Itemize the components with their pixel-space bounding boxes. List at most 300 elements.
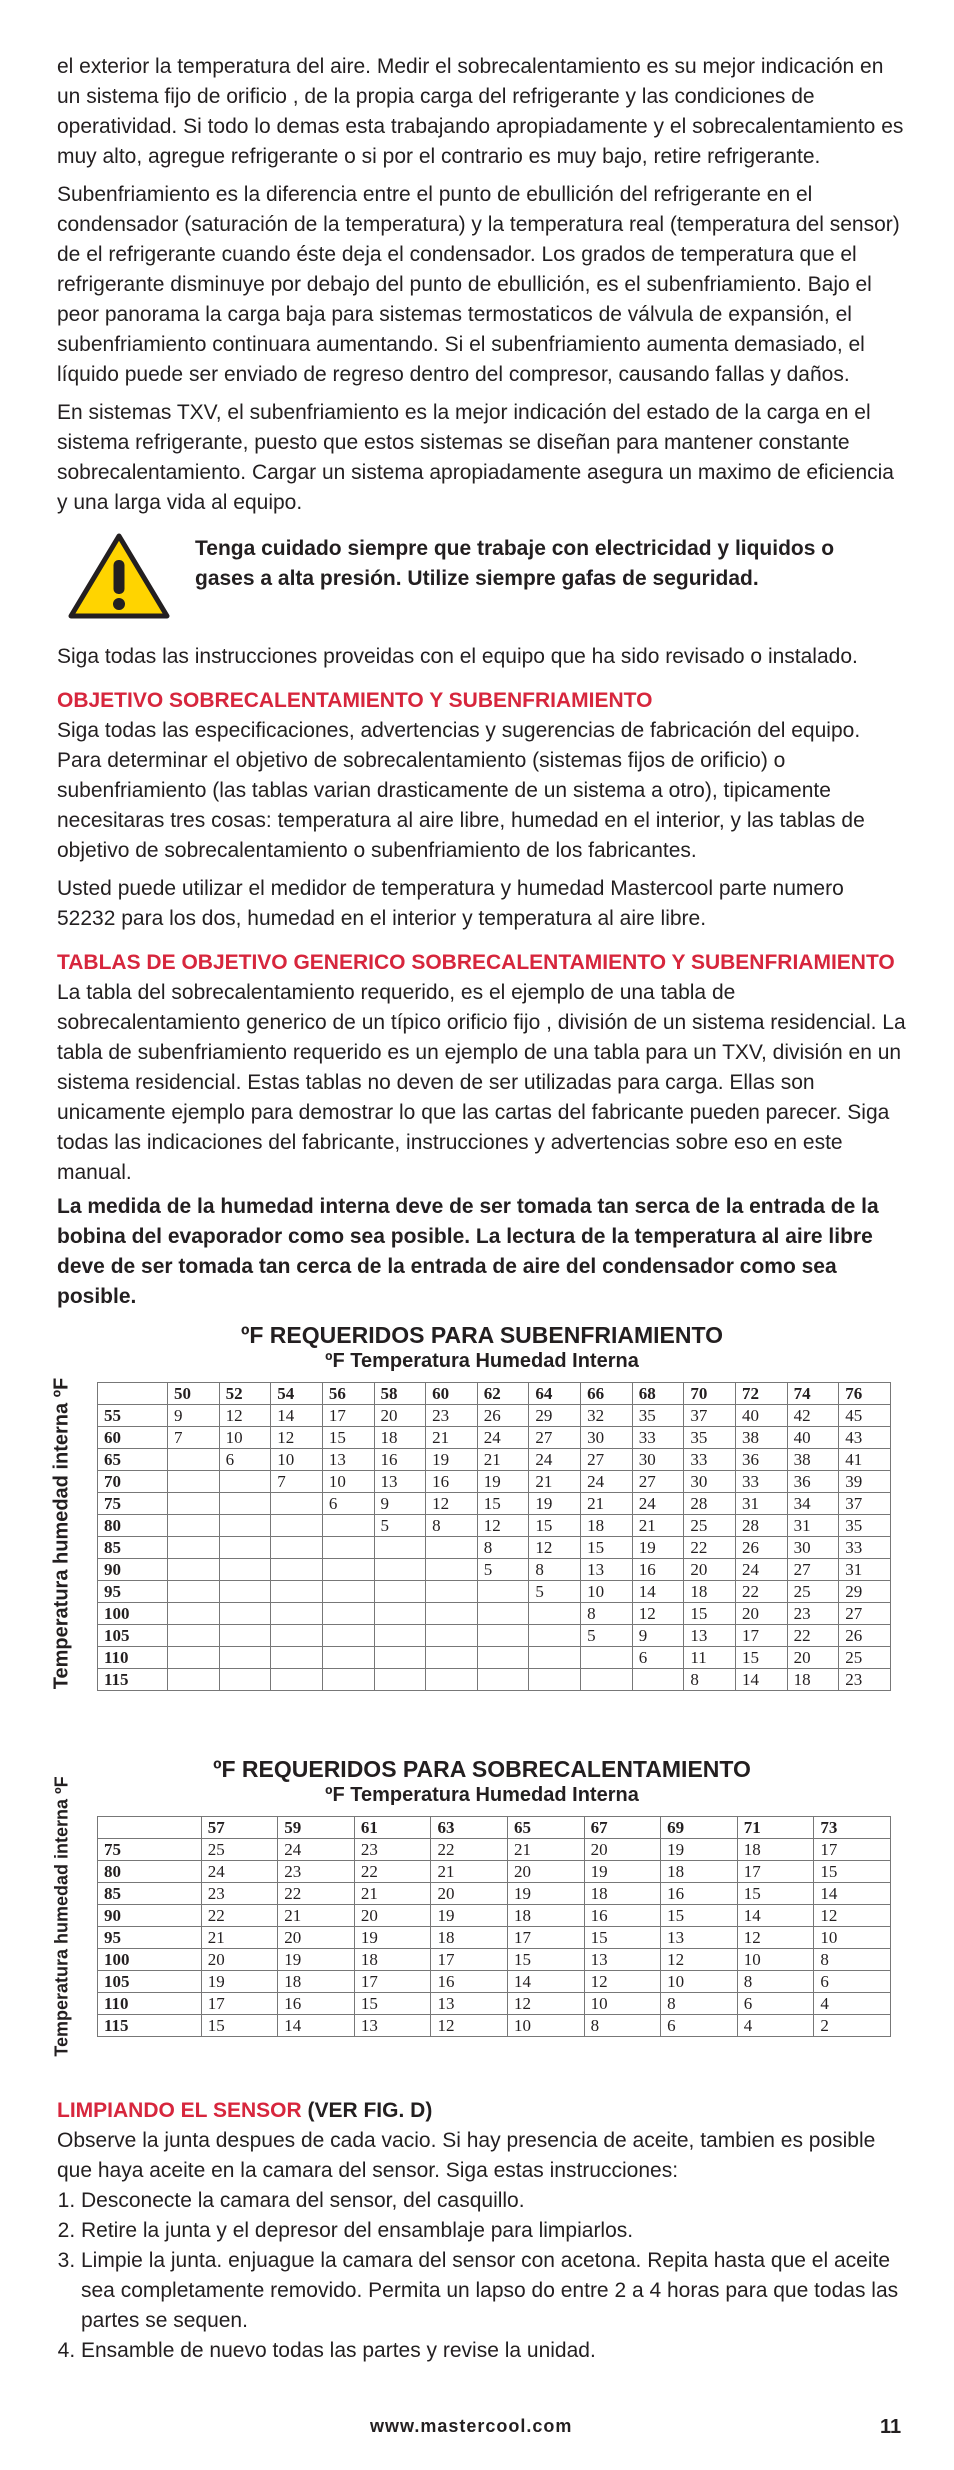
table-cell: [426, 1559, 478, 1581]
table-row: [98, 1647, 891, 1669]
table-cell: 15: [581, 1537, 633, 1559]
table-cell: 9: [167, 1405, 219, 1427]
table-cell: 7: [271, 1471, 323, 1493]
table-cell: 17: [508, 1927, 585, 1949]
table-cell: [529, 1625, 581, 1647]
table-row: [98, 1603, 891, 1625]
table-cell: 12: [737, 1927, 814, 1949]
table-cell: 31: [839, 1559, 891, 1581]
warning-triangle-icon: [67, 532, 171, 620]
table-cell: 10: [737, 1949, 814, 1971]
table-row: [98, 1625, 891, 1647]
table-cell: 35: [839, 1515, 891, 1537]
table-cell: 31: [787, 1515, 839, 1537]
column-header: 69: [661, 1817, 738, 1839]
table-cell: 21: [201, 1927, 278, 1949]
column-header: 76: [839, 1383, 891, 1405]
column-header: 60: [426, 1383, 478, 1405]
table-row: [98, 1949, 891, 1971]
table-cell: 21: [477, 1449, 529, 1471]
table-cell: [529, 1647, 581, 1669]
table-cell: 13: [322, 1449, 374, 1471]
table-cell: 27: [529, 1427, 581, 1449]
table-cell: 12: [632, 1603, 684, 1625]
table-cell: 4: [737, 2015, 814, 2037]
table-cell: 42: [787, 1405, 839, 1427]
superheat-table-subtitle: ºF Temperatura Humedad Interna: [325, 1784, 639, 1806]
table-cell: 27: [787, 1559, 839, 1581]
table-cell: 8: [684, 1669, 736, 1691]
page-content: [50, 52, 907, 2366]
table-cell: 39: [839, 1471, 891, 1493]
table-cell: 15: [508, 1949, 585, 1971]
table-cell: 10: [581, 1581, 633, 1603]
table-cell: 27: [632, 1471, 684, 1493]
table-cell: 21: [426, 1427, 478, 1449]
table-cell: 20: [735, 1603, 787, 1625]
table-cell: 8: [581, 1603, 633, 1625]
table-cell: 19: [508, 1883, 585, 1905]
table-cell: 30: [632, 1449, 684, 1471]
table-cell: 19: [477, 1471, 529, 1493]
row-header: 100: [98, 1603, 168, 1625]
paragraph-objective: Siga todas las especificaciones, advertencias y sugerencias de fabricación del equipo. Para determinar el objetivo de sobrecalentamiento (sistemas fijos de orificio) o subenfriamiento (las tablas varian drasticamente de un sistema a otro), tipicamente necesitaras tres cosas: temperatura al aire libre, humedad en el interior, y las tablas de objetivo de sobrecalentamiento o subenfriamiento de los fabricantes.: [57, 719, 865, 862]
table-cell: 12: [219, 1405, 271, 1427]
table-cell: [167, 1515, 219, 1537]
table-cell: [322, 1581, 374, 1603]
table-cell: [426, 1537, 478, 1559]
table-cell: 17: [737, 1861, 814, 1883]
table-cell: [167, 1669, 219, 1691]
table-cell: [219, 1537, 271, 1559]
row-header: 65: [98, 1449, 168, 1471]
table-row: [98, 1669, 891, 1691]
table-cell: [426, 1581, 478, 1603]
table-cell: 26: [477, 1405, 529, 1427]
table-cell: 35: [632, 1405, 684, 1427]
table-cell: 40: [735, 1405, 787, 1427]
section-heading-cleaning: [57, 2096, 907, 2126]
list-item: 1. Desconecte la camara del sensor, del casquillo.: [81, 2186, 907, 2216]
table-cell: [426, 1603, 478, 1625]
table-cell: 16: [374, 1449, 426, 1471]
table-cell: 13: [354, 2015, 431, 2037]
table-cell: 16: [426, 1471, 478, 1493]
row-header: 80: [98, 1515, 168, 1537]
table-cell: 16: [632, 1559, 684, 1581]
table-cell: 22: [735, 1581, 787, 1603]
table-cell: 18: [584, 1883, 661, 1905]
table-cell: [477, 1625, 529, 1647]
table-cell: [219, 1515, 271, 1537]
table-cell: 21: [431, 1861, 508, 1883]
table-cell: 9: [374, 1493, 426, 1515]
table-cell: 8: [814, 1949, 891, 1971]
paragraph-txv: En sistemas TXV, el subenfriamiento es la mejor indicación del estado de la carga en el sistema refrigerante, puesto que estos sistemas se diseñan para mantener constante sobrecalentamiento. Cargar un sistema apropiadamente asegura un maximo de eficiencia y una larga vida al equipo.: [57, 401, 894, 514]
paragraph-superheat-intro: el exterior la temperatura del aire. Medir el sobrecalentamiento es su mejor indicación en un sistema fijo de orificio , de la propia carga del refrigerante y las condiciones de operatividad. Si todo lo demas esta trabajando apropiadamente y el sobrecalentamiento es muy alto, agregue refrigerante o si por el contrario es muy bajo, retire refrigerante.: [57, 55, 904, 168]
table-cell: 13: [374, 1471, 426, 1493]
column-header: 57: [201, 1817, 278, 1839]
table-cell: 21: [581, 1493, 633, 1515]
column-header: 73: [814, 1817, 891, 1839]
table-cell: 18: [737, 1839, 814, 1861]
table-cell: 33: [632, 1427, 684, 1449]
table-cell: [219, 1559, 271, 1581]
table-cell: 13: [431, 1993, 508, 2015]
table-cell: [219, 1603, 271, 1625]
section-heading-objective: OBJETIVO SOBRECALENTAMIENTO Y SUBENFRIAMIENTO: [57, 689, 653, 712]
table-cell: 14: [814, 1883, 891, 1905]
table-row: [98, 1927, 891, 1949]
column-header: 50: [167, 1383, 219, 1405]
paragraph-tables: La tabla del sobrecalentamiento requerido, es el ejemplo de una tabla de sobrecalentamiento generico de un típico orificio fijo , división de un sistema residencial. La tabla de subenfriamiento requerido es un ejemplo de una tabla para un TXV, división en un sistema residencial. Estas tablas no deven de ser utilizadas para carga. Ellas son unicamente ejemplo para demostrar lo que las cartas del fabricante pueden parecer. Siga todas las indicaciones del fabricante, instrucciones y advertencias sobre eso en este manual.: [57, 981, 906, 1184]
table-cell: [167, 1625, 219, 1647]
table-row: [98, 1993, 891, 2015]
table-cell: 22: [201, 1905, 278, 1927]
table-cell: 23: [201, 1883, 278, 1905]
table-cell: 20: [374, 1405, 426, 1427]
table-cell: 10: [661, 1971, 738, 1993]
table-cell: 16: [661, 1883, 738, 1905]
table-cell: 37: [839, 1493, 891, 1515]
table-cell: 20: [354, 1905, 431, 1927]
table-cell: [167, 1559, 219, 1581]
table-cell: 26: [839, 1625, 891, 1647]
table-cell: 29: [839, 1581, 891, 1603]
column-header: 58: [374, 1383, 426, 1405]
table-row: [98, 1559, 891, 1581]
subcooling-table-subtitle: ºF Temperatura Humedad Interna: [325, 1350, 639, 1372]
row-header: 60: [98, 1427, 168, 1449]
table-cell: 30: [787, 1537, 839, 1559]
table-cell: 8: [737, 1971, 814, 1993]
paragraph-subcooling-definition: Subenfriamiento es la diferencia entre el punto de ebullición del refrigerante en el condensador (saturación de la temperatura) y la temperatura real (temperatura del sensor) de el refrigerante cuando éste deja el condensador. Los grados de temperatura que el refrigerante disminuye por debajo del punto de ebullición, es el subenfriamiento. Bajo el peor panorama la carga baja para sistemas termostaticos de válvula de expansión, el subenfriamiento continuara aumentando. Si el subenfriamiento aumenta demasiado, el líquido puede ser enviado de regreso dentro del compresor, causando fallas y daños.: [57, 183, 900, 386]
table-cell: 16: [584, 1905, 661, 1927]
table-cell: [167, 1603, 219, 1625]
table-row: [98, 2015, 891, 2037]
table-cell: 15: [201, 2015, 278, 2037]
table-cell: [477, 1647, 529, 1669]
table-row: [98, 1427, 891, 1449]
table-cell: 19: [529, 1493, 581, 1515]
table-cell: 19: [354, 1927, 431, 1949]
table-cell: 24: [581, 1471, 633, 1493]
table-cell: 15: [661, 1905, 738, 1927]
table-cell: [322, 1625, 374, 1647]
table-corner-cell: [98, 1383, 168, 1405]
cleaning-heading-text: LIMPIANDO EL SENSOR: [57, 2099, 302, 2122]
table-cell: [271, 1647, 323, 1669]
table-cell: [426, 1669, 478, 1691]
table-cell: 29: [529, 1405, 581, 1427]
column-header: 71: [737, 1817, 814, 1839]
column-header: 54: [271, 1383, 323, 1405]
column-header: 72: [735, 1383, 787, 1405]
table-cell: 24: [201, 1861, 278, 1883]
superheat-table-block: [51, 1756, 907, 2096]
table-cell: 12: [477, 1515, 529, 1537]
table-cell: 24: [735, 1559, 787, 1581]
table-cell: 15: [477, 1493, 529, 1515]
table-cell: [477, 1581, 529, 1603]
table-row: [98, 1449, 891, 1471]
column-header: 56: [322, 1383, 374, 1405]
table-cell: 15: [322, 1427, 374, 1449]
column-header: 67: [584, 1817, 661, 1839]
subcooling-table-title: ºF REQUERIDOS PARA SUBENFRIAMIENTO: [240, 1322, 724, 1348]
table-cell: [374, 1647, 426, 1669]
table-cell: 38: [787, 1449, 839, 1471]
table-cell: 13: [584, 1949, 661, 1971]
table-cell: 10: [219, 1427, 271, 1449]
row-header: 105: [98, 1971, 202, 1993]
column-header: 52: [219, 1383, 271, 1405]
row-header: 110: [98, 1647, 168, 1669]
table-cell: 22: [278, 1883, 355, 1905]
table-cell: [374, 1537, 426, 1559]
table-cell: 5: [477, 1559, 529, 1581]
table-cell: 33: [839, 1537, 891, 1559]
table-cell: 6: [322, 1493, 374, 1515]
table-cell: 15: [584, 1927, 661, 1949]
table-cell: [426, 1625, 478, 1647]
table-cell: [219, 1581, 271, 1603]
table-cell: [219, 1493, 271, 1515]
row-header: 115: [98, 1669, 168, 1691]
table-cell: 14: [278, 2015, 355, 2037]
row-header: 90: [98, 1559, 168, 1581]
table-cell: 30: [684, 1471, 736, 1493]
table-cell: 5: [529, 1581, 581, 1603]
table-cell: 26: [735, 1537, 787, 1559]
table-cell: 33: [684, 1449, 736, 1471]
table-row: [98, 1971, 891, 1993]
footer-url[interactable]: www.mastercool.com: [370, 2416, 573, 2436]
table-cell: 21: [632, 1515, 684, 1537]
table-cell: 25: [787, 1581, 839, 1603]
table-cell: 10: [271, 1449, 323, 1471]
row-header: 115: [98, 2015, 202, 2037]
table-cell: 15: [735, 1647, 787, 1669]
table-cell: 11: [684, 1647, 736, 1669]
row-header: 85: [98, 1883, 202, 1905]
table-cell: 22: [684, 1537, 736, 1559]
table-cell: 15: [737, 1883, 814, 1905]
subcooling-table-block: [50, 1322, 907, 1752]
table-cell: 25: [201, 1839, 278, 1861]
table-cell: 14: [271, 1405, 323, 1427]
warning-text: Tenga cuidado siempre que trabaje con electricidad y liquidos o gases a alta presión. Utilize siempre gafas de seguridad.: [195, 537, 835, 590]
table-row: [98, 1861, 891, 1883]
table-row: [98, 1471, 891, 1493]
paragraph-meter: Usted puede utilizar el medidor de temperatura y humedad Mastercool parte numero 52232 para los dos, humedad en el interior y temperatura al aire libre.: [57, 877, 844, 930]
table-cell: 38: [735, 1427, 787, 1449]
table-cell: [271, 1581, 323, 1603]
column-header: 64: [529, 1383, 581, 1405]
paragraph-cleaning: Observe la junta despues de cada vacio. Si hay presencia de aceite, tambien es posible que haya aceite en la camara del sensor. Siga estas instrucciones:: [57, 2129, 876, 2182]
subcooling-side-label: Temperatura humedad interna ºF: [50, 1377, 73, 1690]
table-cell: [219, 1669, 271, 1691]
column-header: 65: [508, 1817, 585, 1839]
table-cell: [322, 1515, 374, 1537]
table-cell: [477, 1669, 529, 1691]
table-cell: 20: [431, 1883, 508, 1905]
table-cell: [374, 1669, 426, 1691]
table-cell: 43: [839, 1427, 891, 1449]
table-cell: [529, 1669, 581, 1691]
table-cell: 14: [737, 1905, 814, 1927]
row-header: 95: [98, 1927, 202, 1949]
table-cell: 23: [354, 1839, 431, 1861]
superheat-side-label: Temperatura humedad interna ºF: [51, 1776, 72, 2057]
table-cell: [477, 1603, 529, 1625]
table-cell: 18: [278, 1971, 355, 1993]
table-cell: 10: [508, 2015, 585, 2037]
table-cell: 18: [431, 1927, 508, 1949]
table-cell: 8: [661, 1993, 738, 2015]
table-cell: [581, 1647, 633, 1669]
table-cell: 12: [426, 1493, 478, 1515]
table-cell: 23: [787, 1603, 839, 1625]
table-cell: [271, 1625, 323, 1647]
table-cell: [167, 1581, 219, 1603]
list-item: 4. Ensamble de nuevo todas las partes y revise la unidad.: [81, 2336, 907, 2366]
table-cell: 18: [374, 1427, 426, 1449]
column-header: 66: [581, 1383, 633, 1405]
table-cell: [322, 1647, 374, 1669]
table-cell: [167, 1647, 219, 1669]
table-cell: [271, 1515, 323, 1537]
table-cell: 23: [426, 1405, 478, 1427]
table-cell: 19: [201, 1971, 278, 1993]
table-cell: 8: [477, 1537, 529, 1559]
table-cell: 23: [278, 1861, 355, 1883]
column-header: 62: [477, 1383, 529, 1405]
table-cell: 16: [278, 1993, 355, 2015]
table-cell: 25: [839, 1647, 891, 1669]
table-cell: [374, 1581, 426, 1603]
cleaning-heading-suffix: (VER FIG. D): [301, 2099, 433, 2122]
table-cell: [426, 1647, 478, 1669]
table-cell: [322, 1559, 374, 1581]
table-cell: 8: [529, 1559, 581, 1581]
table-cell: 8: [426, 1515, 478, 1537]
table-cell: 21: [529, 1471, 581, 1493]
column-header: 68: [632, 1383, 684, 1405]
table-cell: 28: [684, 1493, 736, 1515]
table-row: [98, 1537, 891, 1559]
table-cell: 2: [814, 2015, 891, 2037]
table-cell: [167, 1493, 219, 1515]
table-cell: 20: [278, 1927, 355, 1949]
table-cell: 15: [529, 1515, 581, 1537]
table-cell: 12: [529, 1537, 581, 1559]
table-cell: 35: [684, 1427, 736, 1449]
table-cell: 19: [584, 1861, 661, 1883]
table-cell: [581, 1669, 633, 1691]
paragraph-measurement-note: La medida de la humedad interna deve de ser tomada tan serca de la entrada de la bobina del evaporador como sea posible. La lectura de la temperatura al aire libre deve de ser tomada tan cerca de la entrada de aire del condensador como sea posible.: [57, 1195, 879, 1308]
table-cell: 15: [684, 1603, 736, 1625]
table-cell: 13: [661, 1927, 738, 1949]
row-header: 55: [98, 1405, 168, 1427]
paragraph-follow-instructions: Siga todas las instrucciones proveidas con el equipo que ha sido revisado o instalado.: [57, 645, 858, 668]
table-cell: 12: [271, 1427, 323, 1449]
row-header: 75: [98, 1493, 168, 1515]
table-cell: 10: [814, 1927, 891, 1949]
table-cell: 37: [684, 1405, 736, 1427]
subcooling-table: [97, 1382, 891, 1691]
table-cell: 19: [661, 1839, 738, 1861]
table-row: [98, 1405, 891, 1427]
row-header: 90: [98, 1905, 202, 1927]
superheat-table-title: ºF REQUERIDOS PARA SOBRECALENTAMIENTO: [213, 1756, 751, 1782]
table-cell: 6: [737, 1993, 814, 2015]
table-cell: 41: [839, 1449, 891, 1471]
table-cell: 19: [278, 1949, 355, 1971]
table-cell: 45: [839, 1405, 891, 1427]
table-cell: 22: [787, 1625, 839, 1647]
table-cell: [219, 1625, 271, 1647]
table-cell: 17: [735, 1625, 787, 1647]
table-cell: [167, 1449, 219, 1471]
table-cell: 24: [529, 1449, 581, 1471]
table-cell: 34: [787, 1493, 839, 1515]
table-cell: [271, 1603, 323, 1625]
column-header: 74: [787, 1383, 839, 1405]
table-cell: 24: [278, 1839, 355, 1861]
page-number: 11: [880, 2416, 902, 2438]
table-cell: 9: [632, 1625, 684, 1647]
table-cell: 20: [684, 1559, 736, 1581]
table-cell: [271, 1537, 323, 1559]
table-cell: 22: [354, 1861, 431, 1883]
list-item: 2. Retire la junta y el depresor del ensamblaje para limpiarlos.: [81, 2216, 907, 2246]
table-cell: 14: [632, 1581, 684, 1603]
table-cell: 20: [508, 1861, 585, 1883]
section-heading-tables: TABLAS DE OBJETIVO GENERICO SOBRECALENTAMIENTO Y SUBENFRIAMIENTO: [57, 951, 895, 974]
table-cell: 13: [581, 1559, 633, 1581]
table-cell: 14: [735, 1669, 787, 1691]
table-cell: [374, 1603, 426, 1625]
table-cell: [271, 1493, 323, 1515]
table-cell: 40: [787, 1427, 839, 1449]
table-cell: 6: [661, 2015, 738, 2037]
table-row: [98, 1493, 891, 1515]
table-cell: 18: [684, 1581, 736, 1603]
table-cell: 6: [632, 1647, 684, 1669]
table-cell: 32: [581, 1405, 633, 1427]
table-cell: 15: [354, 1993, 431, 2015]
table-cell: 33: [735, 1471, 787, 1493]
table-cell: 21: [354, 1883, 431, 1905]
table-cell: [271, 1559, 323, 1581]
table-cell: [219, 1471, 271, 1493]
table-cell: 24: [477, 1427, 529, 1449]
row-header: 95: [98, 1581, 168, 1603]
table-header-row: [98, 1383, 891, 1405]
table-cell: [322, 1537, 374, 1559]
table-cell: 20: [787, 1647, 839, 1669]
table-row: [98, 1581, 891, 1603]
table-row: [98, 1883, 891, 1905]
table-cell: 17: [322, 1405, 374, 1427]
table-cell: 5: [374, 1515, 426, 1537]
table-cell: 19: [431, 1905, 508, 1927]
table-cell: [271, 1669, 323, 1691]
table-cell: 7: [167, 1427, 219, 1449]
table-cell: 5: [581, 1625, 633, 1647]
table-cell: 28: [735, 1515, 787, 1537]
